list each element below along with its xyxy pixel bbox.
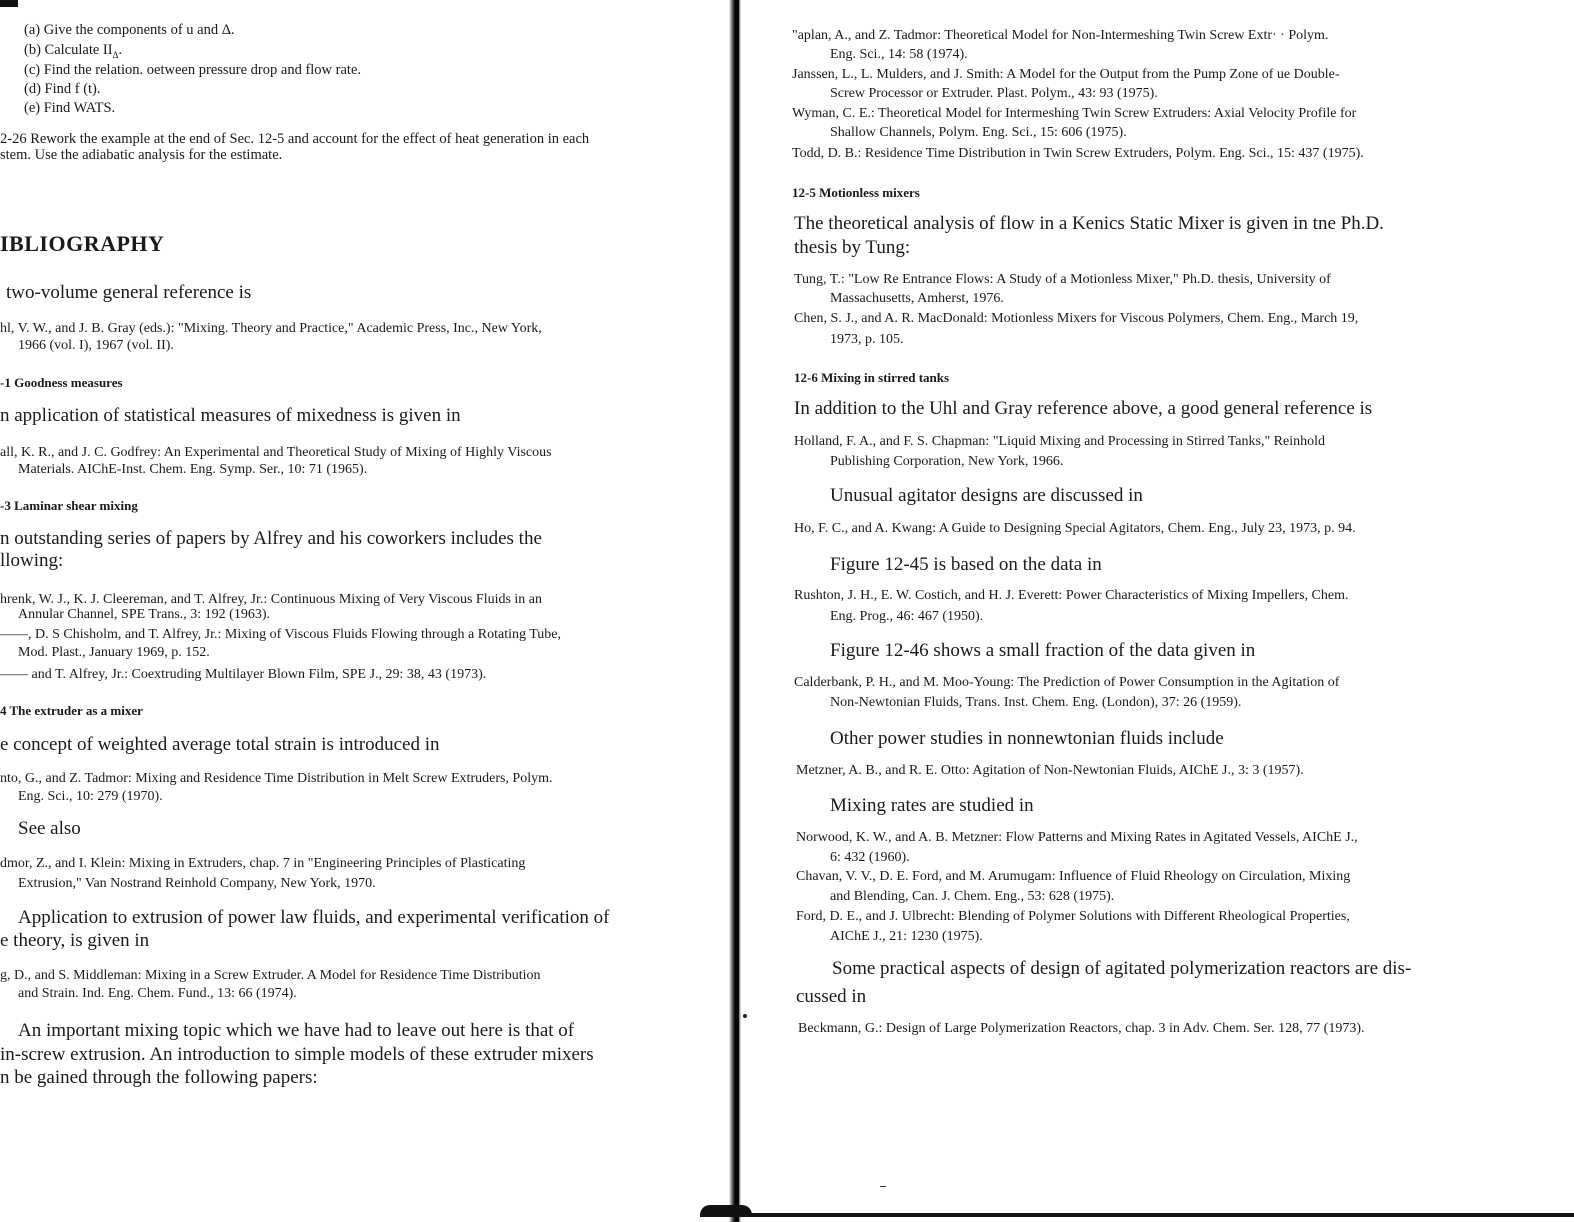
tung-ref-line2: Massachusetts, Amherst, 1976. — [830, 291, 1004, 306]
section-12-3-heading: -3 Laminar shear mixing — [0, 498, 138, 513]
figure-12-46-text: Figure 12-46 shows a small fraction of the data given in — [830, 640, 1256, 661]
power-studies-text: Other power studies in nonnewtonian fluids include — [830, 728, 1224, 749]
see-also-text: See also — [18, 818, 81, 839]
left-page — [0, 0, 730, 1222]
practical-text-line2: cussed in — [796, 986, 867, 1007]
beckmann-ref: Beckmann, G.: Design of Large Polymerization Reactors, chap. 3 in Adv. Chem. Ser. 128, 77 (1973). — [798, 1021, 1365, 1036]
closing-text-line3: n be gained through the following papers: — [0, 1067, 318, 1088]
coextruding-ref: —— and T. Alfrey, Jr.: Coextruding Multilayer Blown Film, SPE J., 29: 38, 43 (1973). — [0, 667, 487, 682]
section-12-5-heading: 12-5 Motionless mixers — [792, 185, 920, 200]
section-12-6-text: In addition to the Uhl and Gray reference above, a good general reference is — [794, 398, 1373, 419]
calderbank-ref-line2: Non-Newtonian Fluids, Trans. Inst. Chem. Eng. (London), 37: 26 (1959). — [830, 695, 1242, 710]
chen-ref-line2: 1973, p. 105. — [830, 332, 904, 347]
question-b: (b) Calculate $II_\Delta$. — [24, 42, 122, 60]
norwood-ref-line2: 6: 432 (1960). — [830, 850, 910, 865]
bigg-ref-line1: g, D., and S. Middleman: Mixing in a Screw Extruder. A Model for Residence Time Distribution — [0, 968, 541, 983]
schrenk-ref-line1: hrenk, W. J., K. J. Cleereman, and T. Alfrey, Jr.: Continuous Mixing of Very Viscous Fluids in an — [0, 592, 543, 607]
tadmor-ref-line2: Extrusion," Van Nostrand Reinhold Company, New York, 1970. — [18, 876, 376, 891]
section-12-4-text: e concept of weighted average total strain is introduced in — [0, 734, 440, 755]
wyman-ref-line2: Shallow Channels, Polym. Eng. Sci., 15: 606 (1975). — [830, 125, 1127, 140]
chisholm-ref-line1: ——, D. S Chisholm, and T. Alfrey, Jr.: Mixing of Viscous Fluids Flowing through a Rotating Tube, — [0, 627, 562, 642]
uhl-ref-line1: hl, V. W., and J. B. Gray (eds.): "Mixing. Theory and Practice," Academic Press, Inc., New York, — [0, 321, 542, 336]
section-12-1-heading: -1 Goodness measures — [0, 375, 123, 390]
agitator-text: Unusual agitator designs are discussed in — [830, 485, 1143, 506]
application-text-line2: e theory, is given in — [0, 930, 150, 951]
pinto-ref-line1: nto, G., and Z. Tadmor: Mixing and Residence Time Distribution in Melt Screw Extruders, Polym. — [0, 771, 553, 786]
kaplan-ref-line2: Eng. Sci., 14: 58 (1974). — [830, 47, 968, 62]
problem-12-26-line2: stem. Use the adiabatic analysis for the estimate. — [0, 147, 283, 163]
bigg-ref-line2: and Strain. Ind. Eng. Chem. Fund., 13: 66 (1974). — [18, 986, 297, 1001]
question-a: (a) Give the components of u and Δ. — [24, 22, 235, 38]
closing-text-line2: in-screw extrusion. An introduction to simple models of these extruder mixers — [0, 1044, 594, 1065]
kaplan-ref-line1: "aplan, A., and Z. Tadmor: Theoretical Model for Non-Intermeshing Twin Screw Extr· · Polym. — [792, 28, 1329, 43]
section-12-4-heading: 4 The extruder as a mixer — [0, 703, 143, 718]
ford-ref-line1: Ford, D. E., and J. Ulbrecht: Blending of Polymer Solutions with Different Rheological Properties, — [796, 909, 1350, 924]
application-text-line1: Application to extrusion of power law fluids, and experimental verification of — [18, 907, 610, 928]
chavan-ref-line1: Chavan, V. V., D. E. Ford, and M. Arumugam: Influence of Fluid Rheology on Circulation, Mixing — [796, 869, 1351, 884]
pinto-ref-line2: Eng. Sci., 10: 279 (1970). — [18, 789, 163, 804]
holland-ref-line2: Publishing Corporation, New York, 1966. — [830, 454, 1064, 469]
uhl-ref-line2: 1966 (vol. I), 1967 (vol. II). — [18, 338, 174, 353]
ho-ref: Ho, F. C., and A. Kwang: A Guide to Designing Special Agitators, Chem. Eng., July 23, 1973, p. 94. — [794, 521, 1356, 536]
scan-dot — [743, 1014, 747, 1018]
section-12-1-text: n application of statistical measures of mixedness is given in — [0, 405, 461, 426]
mixing-rates-text: Mixing rates are studied in — [830, 795, 1034, 816]
metzner-ref: Metzner, A. B., and R. E. Otto: Agitation of Non-Newtonian Fluids, AIChE J., 3: 3 (1957). — [796, 763, 1304, 778]
tung-ref-line1: Tung, T.: "Low Re Entrance Flows: A Study of a Motionless Mixer," Ph.D. thesis, University of — [794, 272, 1331, 287]
intro-text: two-volume general reference is — [6, 282, 252, 303]
book-spine-shadow — [735, 0, 739, 1222]
section-12-6-heading: 12-6 Mixing in stirred tanks — [794, 370, 950, 385]
bibliography-heading: IBLIOGRAPHY — [0, 231, 165, 256]
schrenk-ref-line2: Annular Channel, SPE Trans., 3: 192 (1963). — [18, 607, 270, 622]
janssen-ref-line2: Screw Processor or Extruder. Plast. Polym., 43: 93 (1975). — [830, 86, 1158, 101]
todd-ref: Todd, D. B.: Residence Time Distribution in Twin Screw Extruders, Polym. Eng. Sci., 15: 437 (1975). — [792, 146, 1364, 161]
calderbank-ref-line1: Calderbank, P. H., and M. Moo-Young: The Prediction of Power Consumption in the Agitation of — [794, 675, 1340, 690]
chen-ref-line1: Chen, S. J., and A. R. MacDonald: Motionless Mixers for Viscous Polymers, Chem. Eng., March 19, — [794, 311, 1359, 326]
question-c: (c) Find the relation. oetween pressure drop and flow rate. — [24, 62, 362, 78]
rushton-ref-line1: Rushton, J. H., E. W. Costich, and H. J. Everett: Power Characteristics of Mixing Impellers, Chem. — [794, 588, 1349, 603]
section-12-5-text-line2: thesis by Tung: — [794, 237, 911, 258]
ford-ref-line2: AIChE J., 21: 1230 (1975). — [830, 929, 983, 944]
holland-ref-line1: Holland, F. A., and F. S. Chapman: "Liquid Mixing and Processing in Stirred Tanks," Reinhold — [794, 434, 1325, 449]
wyman-ref-line1: Wyman, C. E.: Theoretical Model for Intermeshing Twin Screw Extruders: Axial Velocity Profile for — [792, 106, 1357, 121]
hall-ref-line1: all, K. R., and J. C. Godfrey: An Experimental and Theoretical Study of Mixing of Highly Viscous — [0, 445, 552, 460]
section-12-3-text-line1: n outstanding series of papers by Alfrey and his coworkers includes the — [0, 528, 542, 549]
hall-ref-line2: Materials. AIChE-Inst. Chem. Eng. Symp. Ser., 10: 71 (1965). — [18, 462, 368, 477]
section-12-3-text-line2: llowing: — [0, 550, 64, 571]
problem-12-26-line1: 2-26 Rework the example at the end of Sec. 12-5 and account for the effect of heat generation in each — [0, 131, 590, 147]
figure-12-45-text: Figure 12-45 is based on the data in — [830, 554, 1102, 575]
section-12-5-text-line1: The theoretical analysis of flow in a Kenics Static Mixer is given in tne Ph.D. — [794, 213, 1384, 234]
tadmor-ref-line1: dmor, Z., and I. Klein: Mixing in Extruders, chap. 7 in "Engineering Principles of Plasticating — [0, 856, 526, 871]
scan-speck — [880, 1186, 886, 1187]
closing-text-line1: An important mixing topic which we have had to leave out here is that of — [18, 1020, 575, 1041]
right-page — [752, 0, 1574, 1222]
practical-text-line1: Some practical aspects of design of agitated polymerization reactors are dis- — [832, 958, 1412, 979]
rushton-ref-line2: Eng. Prog., 46: 467 (1950). — [830, 609, 984, 624]
janssen-ref-line1: Janssen, L., L. Mulders, and J. Smith: A Model for the Output from the Pump Zone of ue Double- — [792, 67, 1340, 82]
chavan-ref-line2: and Blending, Can. J. Chem. Eng., 53: 628 (1975). — [830, 889, 1115, 904]
question-e: (e) Find WATS. — [24, 100, 116, 116]
question-d: (d) Find f (t). — [24, 81, 101, 97]
chisholm-ref-line2: Mod. Plast., January 1969, p. 152. — [18, 645, 210, 660]
question-b-subscript: Δ — [112, 49, 119, 60]
norwood-ref-line1: Norwood, K. W., and A. B. Metzner: Flow Patterns and Mixing Rates in Agitated Vessels, AIChE J., — [796, 830, 1358, 845]
